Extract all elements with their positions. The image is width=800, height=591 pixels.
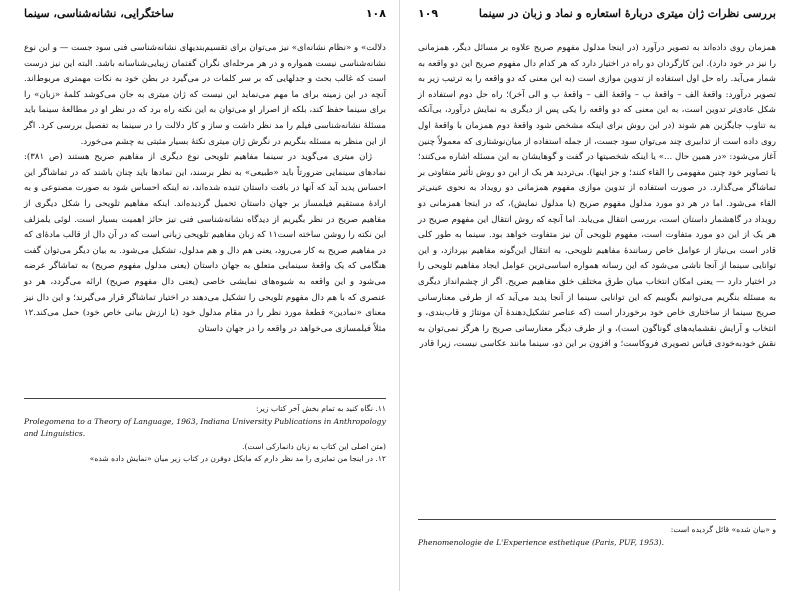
left-page-header bbox=[24, 7, 386, 25]
left-page-body bbox=[24, 41, 386, 337]
left-page-number: ۱۰۸ bbox=[365, 7, 386, 20]
right-paragraph-1: همزمان روی داده‌اند به تصویر درآورد (در اینجا مدلول مفهوم صریح علاوه بر مسائل دیگر، همزمانی را نیز در خود دارد). این کارگردان دو راه در اختیار دارد که هر کدام دال مفهوم صریح این دو واقعه به شمار می‌آید. راه حل اول استفاده از تدوین موازی است (به این معنی که دو واقعه را به ترتیب زیر به تصویر درآورد: واقعهٔ الف – واقعهٔ ب – واقعهٔ الف – واقعهٔ ب و الی آخر)؛ راه حل دوم استفاده از شکل عادی‌تر تدوین است، به این معنی که دو واقعه را یکی پس از دیگری به نمایش درآورد، بی‌آنکه به تناوب جایگزین هم شوند (در این روش برای اینکه مشخص شود واقعهٔ دوم همزمان با واقعهٔ اول روی داده است از تدابیری چند می‌توان سود جست، از جمله استفاده از میان‌نوشتاری که معمولاً چنین آغاز می‌شود: «در همین حال ...» یا اینکه شخصیتها در گفت و گوهایشان به این مسئله اشاره می‌کنند؛ یا تصاویر خود چنین مفهومی را القاء کنند؛ و جز اینها). بی‌تردید هر یک از این دو روش تأثیر متفاوتی بر تماشاگر می‌گذارد. در صورت استفاده از تدوین موازی مفهوم همزمانی دو رویداد به نحوی عینی‌تر القاء می‌شود. اما در هر دو مورد مدلول مفهوم صریح (یا مدلول نمایش)، که در اینجا همزمانی دو رویداد در گاهشمار داستان است، بررسی انتقال می‌یابد. اما آنچه که روش انتقال این مفهوم صریح در هر یک از این دو مورد متفاوت است، مفهوم تلویحی آن نیز متفاوت خواهد بود. سینما به طور کلی قادر است بی‌نیاز از عوامل خاص رسانندهٔ مفاهیم تلویحی، به انتقال این‌گونه مفاهیم بپردازد، و این توانایی سینما از آنجا ناشی می‌شود که این رسانه همواره اساسی‌ترین عوامل ایجاد مفاهیم تلویحی را در اختیار دارد — یعنی امکان انتخاب میان طرق مختلف خلق مفاهیم صریح. اگر از چشم‌انداز دیگری به مسئله بنگریم می‌توانیم بگوییم که این توانایی سینما از آنجا پدید می‌آید که از طرفی معنارسانی صریح سینما از ساختاری خاص خود برخوردار است (که عناصر تشکیل‌دهندهٔ آن مونتاژ و قاب‌بندی، و انتخاب و آرایش نقشمایه‌های گوناگون است)، و از طرف دیگر معنارسانی صریح را هرگز نمی‌توان به نقش خودبه‌خودی قیاس تصویری فروکاست؛ و افزون بر این دو، سینما مانند عکاسی نیست، زیرا قادر bbox=[418, 43, 776, 350]
right-page-header bbox=[418, 7, 776, 25]
footnote-11-citation bbox=[24, 416, 386, 441]
footnote-12-citation-text: Phenomenologie de L'Experience esthetique (Paris, PUF, 1953). bbox=[418, 537, 664, 547]
right-page-number: ۱۰۹ bbox=[418, 7, 439, 20]
footnote-12-continued: و «بیان شده» قائل گردیده است: bbox=[670, 525, 776, 534]
footnote-11-note: (متن اصلی این کتاب به زبان دانمارکی است). bbox=[242, 441, 386, 451]
right-page-body bbox=[418, 41, 776, 353]
left-running-head: ساختگرایی، نشانه‌شناسی، سینما bbox=[24, 7, 174, 20]
right-running-head: بررسی نظرات ژان میتری دربارهٔ استعاره و نماد و زبان در سینما bbox=[478, 7, 776, 20]
footnote-12-citation bbox=[418, 537, 776, 550]
footnote-11-citation-text: Prolegomena to a Theory of Language, 1963, Indiana University Publications in Anthropology and Linguistics. bbox=[24, 416, 386, 438]
right-footnotes bbox=[418, 519, 776, 549]
left-paragraph-2: ژان میتری می‌گوید در سینما مفاهیم تلویحی نوع دیگری از مفاهیم صریح هستند (ص ۳۸۱): نمادهای سینمایی ضرورتاً باید «طبیعی» به نظر برسند، این نمادها باید چنان باشند که در تماشاگر این احساس پدید آید که آنها در بافت داستان تنیده شده‌اند، نه اینکه احساس شود به صورت مصنوعی و به ارادهٔ مستقیم فیلمساز بر جهان داستان تحمیل گردیده‌اند. اینکه مفاهیم تلویحی را شکل دیگری از مفاهیم صریح در نظر بگیریم از دیدگاه نشانه‌شناسی فنی نیز حائز اهمیت بسیار است. لوئی یلمزلف این نکته را روشن ساخته است۱۱ که زبان مفاهیم تلویحی زبانی است که در آن دال از قالب مادهٔ‌ای که در مفاهیم صریح به کار می‌رود، یعنی هم دال و هم مدلول، تشکیل می‌شود. به بیان دیگر می‌توان گفت هنگامی که یک واقعهٔ سینمایی متعلق به جهان داستان (یعنی مدلول مفهوم صریح) به تماشاگر عرضه می‌شود و این واقعه به شیوه‌های نمایشی خاصی (یعنی دال مفهوم صریح) ارائه می‌گردد، هر دو عنصری که با هم دال مفهوم تلویحی را تشکیل می‌دهند در اختیار تماشاگر قرار می‌گیرند؛ و این دال نیز معنای «نمادین» قطعهٔ مورد نظر را در مقام مدلول خود (با ارزش بیانی خاص خود) حمل می‌کند.۱۲ مثلاً فیلمسازی می‌خواهد در واقعه را در جهان داستان bbox=[24, 152, 386, 334]
left-footnotes bbox=[24, 398, 386, 466]
right-page bbox=[400, 0, 800, 591]
footnote-12: ۱۲. در اینجا من تمایزی را مد نظر دارم که مایکل دوفرن در کتاب زیر میان «نمایش داده شده» bbox=[89, 454, 386, 463]
footnote-11-intro: ۱۱. نگاه کنید به تمام بخش آخر کتاب زیر: bbox=[256, 404, 386, 413]
left-paragraph-1: دلالت» و «نظام نشانه‌ای» نیز می‌توان برای تقسیم‌بندیهای نشانه‌شناسی فنی سود جست — و این نوع نشانه‌شناسی نیست همواره و در هر مرحله‌ای نگران گفتمان زیبایی‌شناسانه باشد. البته این نیز درست است که غالب بحث و جدلهایی که بر سر کلمات در می‌گیرد در بطن خود به نکات مهمتری مربوط‌اند. آنچه در این زمینه برای ما مهم می‌نماید این نیست که ژان میتری به جان می‌کوشد کلمهٔ «زبان» را برای سینما حفظ کند، بلکه از اصرار او می‌توان به این نکته راه برد که در نظر او در مطالعهٔ سینما باید مسئلهٔ نشانه‌شناسی فیلم را مد نظر داشت و ساز و کار دلالت را در سینما به تفصیل بررسی کرد. اگر از این منظر به مسئله بنگریم در نگرش ژان میتری نکتهٔ بسیار مثبتی به چشم می‌خورد. bbox=[24, 43, 386, 147]
